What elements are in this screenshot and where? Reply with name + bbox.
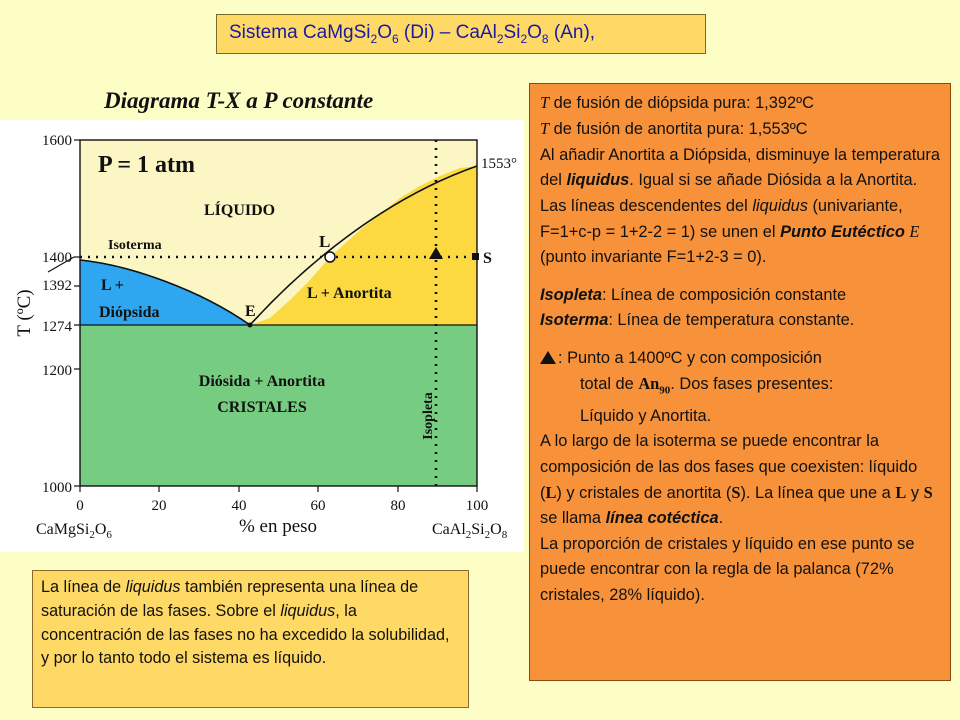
triangle-icon [540,351,556,364]
y-tick-1000: 1000 [42,480,72,496]
diagram-title: Diagrama T-X a P constante [104,88,374,113]
info-triangle-line2: total de $An_{90}$. Dos fases presentes: [580,374,834,397]
pressure-label: P = 1 atm [98,152,195,178]
x-left-end-label: $CaMgSi_2O_6$ [36,521,112,541]
info-triangle-line3: Líquido y Anortita. [580,406,712,425]
info-eutectic-paragraph: Al añadir Anortita a Diópsida, disminuye la temperatura del liquidus. Igual si se añade Diósida a la Anortita. Las líneas descendentes del liquidus (univariante, F=1+c-p = 1+2-2 = 1) se unen el Punto Eutéctico E (punto invariante F=1+2-3 = 0). [540,145,940,267]
x-right-end-label: $CaAl_2Si_2O_8$ [432,521,508,541]
info-diopside-melt: T de fusión de diópsida pura: 1,392ºC [540,93,814,112]
x-tick-0: 0 [76,498,84,514]
isopleth-label: Isopleta [421,392,436,440]
y-tick-1600: 1600 [42,133,72,149]
anorthite-melt-label: 1553° [481,156,517,172]
x-tick-100: 100 [465,498,489,514]
region-label-solid-2: CRISTALES [217,399,307,416]
region-label-liquid: LÍQUIDO [204,202,276,219]
info-isoterma-def: Isoterma: Línea de temperatura constante. [540,311,855,330]
x-tick-60: 60 [310,498,326,514]
point-s-marker [472,253,479,260]
y-tick-1200: 1200 [42,363,72,379]
x-axis-label: % en peso [238,516,318,537]
info-cotectic-paragraph: A lo largo de la isoterma se puede encontrar la composición de las dos fases que coexisten: líquido (L) y cristales de anortita (S). La línea que une a L y S se llama línea cotéctica. [540,432,933,528]
explanation-panel [529,83,951,681]
eutectic-point [248,323,253,328]
isotherm-label: Isoterma [108,238,162,253]
phase-diagram [0,120,524,552]
x-tick-20: 20 [151,498,167,514]
info-anorthite-melt: T de fusión de anortita pura: 1,553ºC [540,119,808,139]
point-l-label: L [319,232,331,251]
point-s-label: S [483,250,492,267]
y-tick-1400: 1400 [42,250,72,266]
y-axis-label: T (ºC) [14,289,35,337]
region-label-solid-1: Diósida + Anortita [198,373,326,390]
region-label-l-diopside-1: L + [101,277,124,294]
x-tick-80: 80 [390,498,406,514]
y-tick-1274: 1274 [42,319,72,335]
y-tick-1392: 1392 [42,278,72,294]
x-tick-40: 40 [231,498,247,514]
page-title: Sistema $CaMgSi_2O_6$ $(Di) - CaAl_2Si_2O_8$ (An), [216,14,706,54]
info-lever-rule-paragraph: La proporción de cristales y líquido en ese punto se puede encontrar con la regla de la palanca (72% cristales, 28% líquido). [540,534,915,604]
region-label-l-diopside-2: Diópsida [99,304,160,321]
info-isopleta-def: Isopleta: Línea de composición constante [540,285,847,304]
eutectic-label: E [245,303,256,320]
region-label-l-anorthite: L + Anortita [307,285,392,302]
info-triangle-line1: : Punto a 1400ºC y con composición [540,346,940,371]
liquidus-note: La línea de liquidus también representa una línea de saturación de las fases. Sobre el liquidus, la concentración de las fases no ha excedido la solubilidad, y por lo tanto todo el sistema es líquido. [32,570,469,708]
point-l-marker [325,252,335,262]
